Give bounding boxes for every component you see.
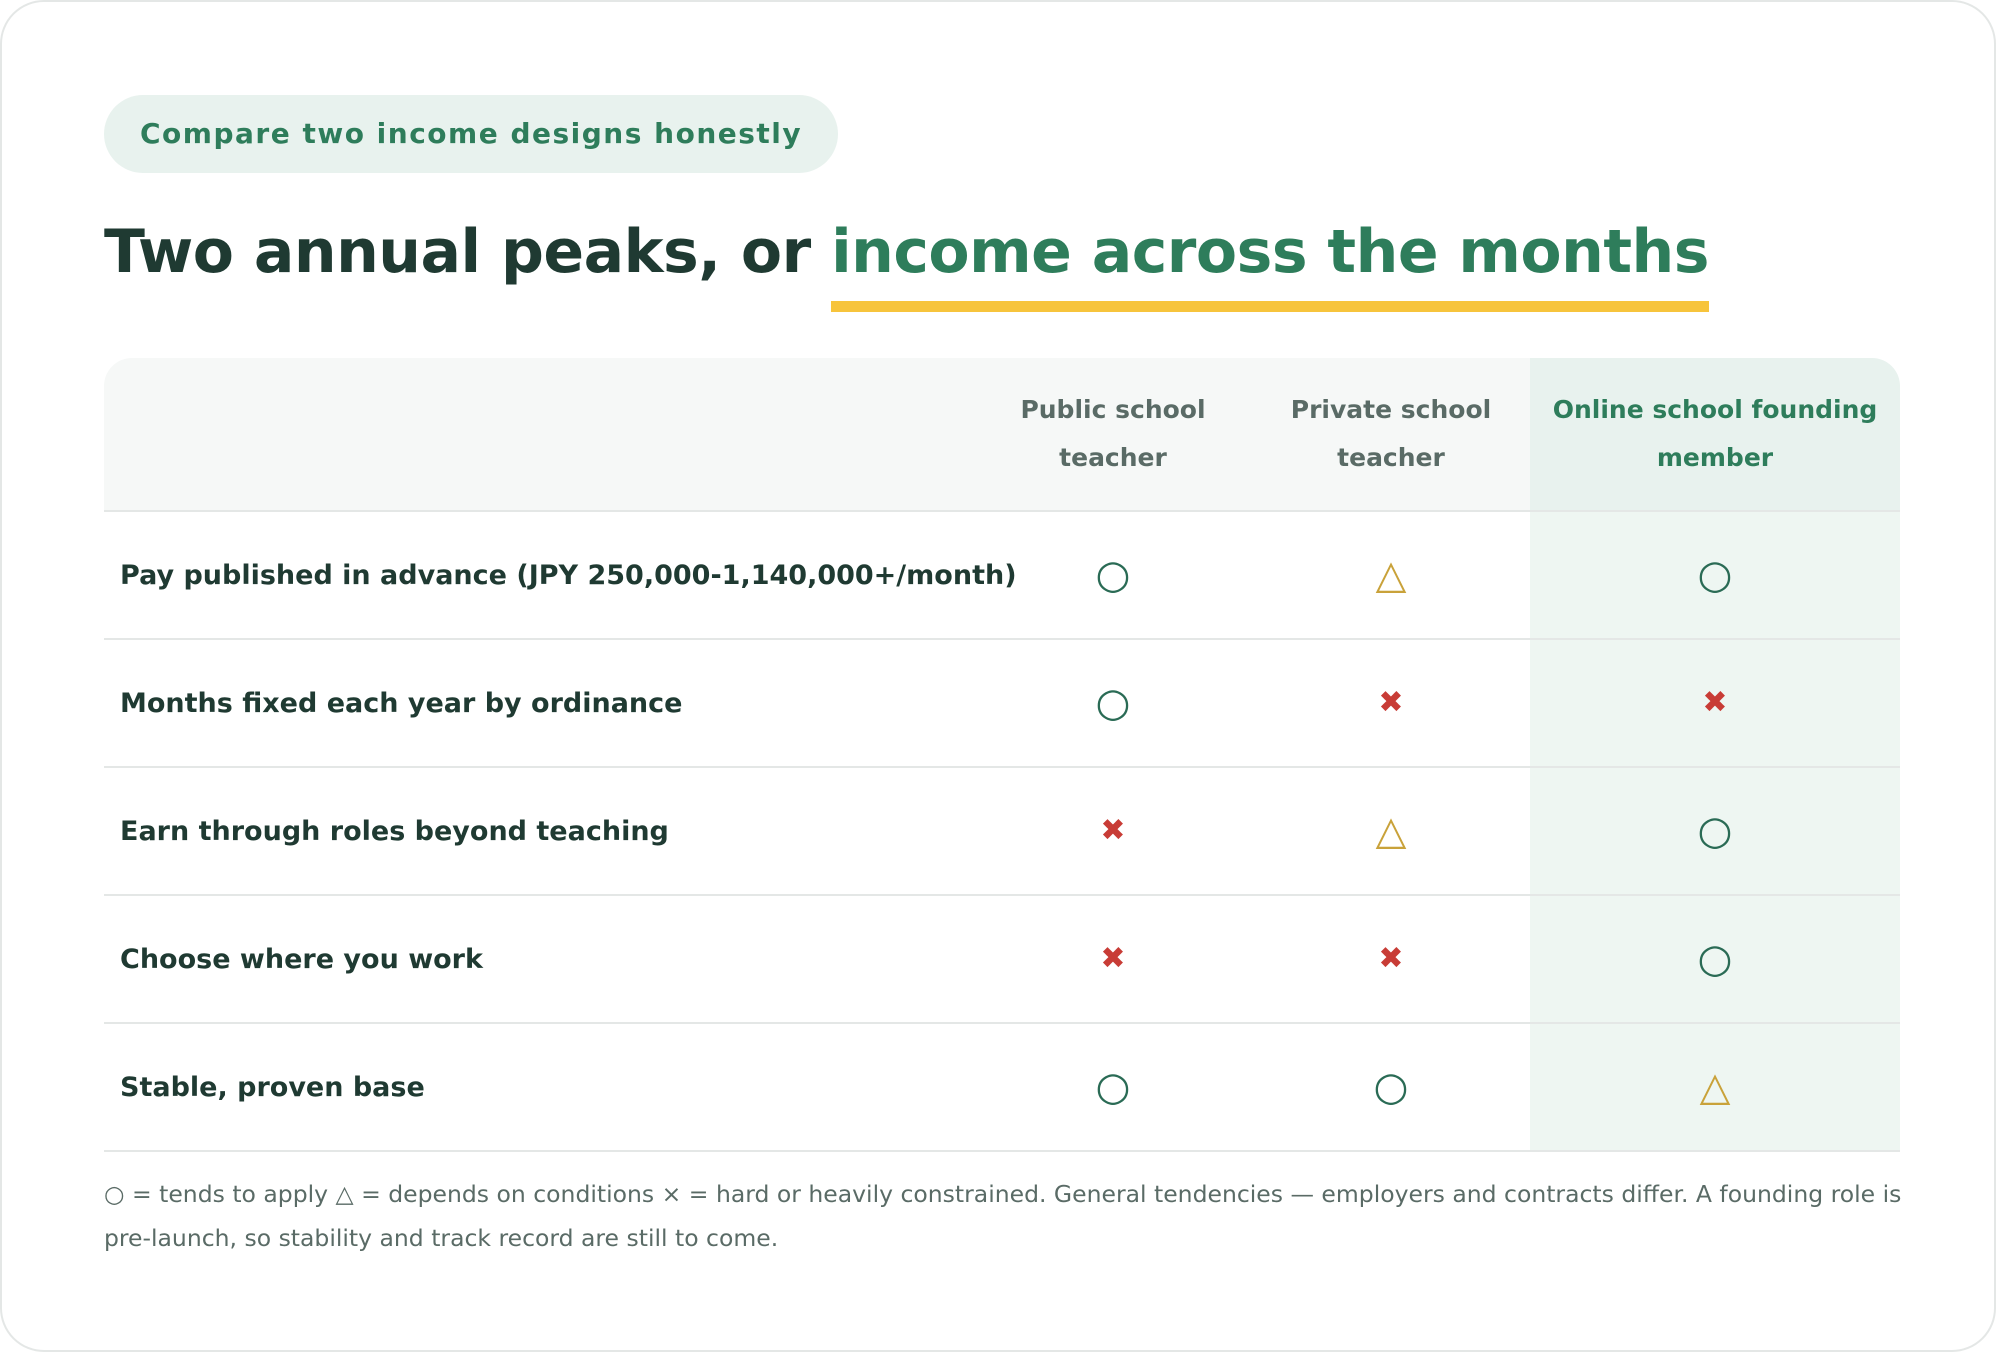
triangle-icon: △ (1375, 552, 1407, 598)
column-header-public: Public school teacher (974, 358, 1252, 511)
cell-private (1252, 511, 1530, 639)
table-row (104, 767, 1900, 895)
cell-private (1252, 895, 1530, 1023)
legend-footnote: ○ = tends to apply △ = depends on conditions × = hard or heavily constrained. General tendencies — employers and contracts differ. A founding role is pre-launch, so stability and track record are still to come. (104, 1180, 1902, 1252)
cross-icon: ✖ (1702, 685, 1728, 720)
column-header-private: Private school teacher (1252, 358, 1530, 511)
row-label: Choose where you work (104, 895, 974, 1023)
table-header-row (104, 358, 1900, 511)
circle-icon: ○ (1697, 552, 1733, 598)
title-accent-text: income across the months (831, 217, 1709, 287)
cell-public (974, 1023, 1252, 1151)
cross-icon: ✖ (1100, 813, 1126, 848)
page-title (104, 214, 1709, 290)
table-body (104, 511, 1900, 1151)
cell-public (974, 895, 1252, 1023)
cell-online (1530, 511, 1900, 639)
table-row (104, 511, 1900, 639)
title-accent (831, 214, 1709, 290)
table-row (104, 639, 1900, 767)
triangle-icon: △ (1699, 1064, 1731, 1110)
cell-public (974, 767, 1252, 895)
cell-private (1252, 767, 1530, 895)
row-label: Months fixed each year by ordinance (104, 639, 974, 767)
row-label: Pay published in advance (JPY 250,000-1,140,000+/month) (104, 511, 974, 639)
cross-icon: ✖ (1378, 685, 1404, 720)
circle-icon: ○ (1373, 1064, 1409, 1110)
comparison-table-wrapper (104, 358, 1900, 1152)
circle-icon: ○ (1095, 552, 1131, 598)
circle-icon: ○ (1095, 680, 1131, 726)
row-label: Earn through roles beyond teaching (104, 767, 974, 895)
header-blank (104, 358, 974, 511)
row-label: Stable, proven base (104, 1023, 974, 1151)
triangle-icon: △ (1375, 808, 1407, 854)
table-row (104, 895, 1900, 1023)
cross-icon: ✖ (1378, 941, 1404, 976)
cell-public (974, 639, 1252, 767)
cell-online (1530, 1023, 1900, 1151)
circle-icon: ○ (1095, 1064, 1131, 1110)
cell-private (1252, 1023, 1530, 1151)
column-header-online: Online school founding member (1530, 358, 1900, 511)
section-badge: Compare two income designs honestly (104, 95, 838, 173)
circle-icon: ○ (1697, 808, 1733, 854)
cross-icon: ✖ (1100, 941, 1126, 976)
circle-icon: ○ (1697, 936, 1733, 982)
title-underline (831, 301, 1709, 312)
cell-online (1530, 895, 1900, 1023)
cell-private (1252, 639, 1530, 767)
table-row (104, 1023, 1900, 1151)
title-lead: Two annual peaks, or (104, 217, 832, 287)
comparison-table (104, 358, 1900, 1152)
cell-online (1530, 639, 1900, 767)
cell-online (1530, 767, 1900, 895)
